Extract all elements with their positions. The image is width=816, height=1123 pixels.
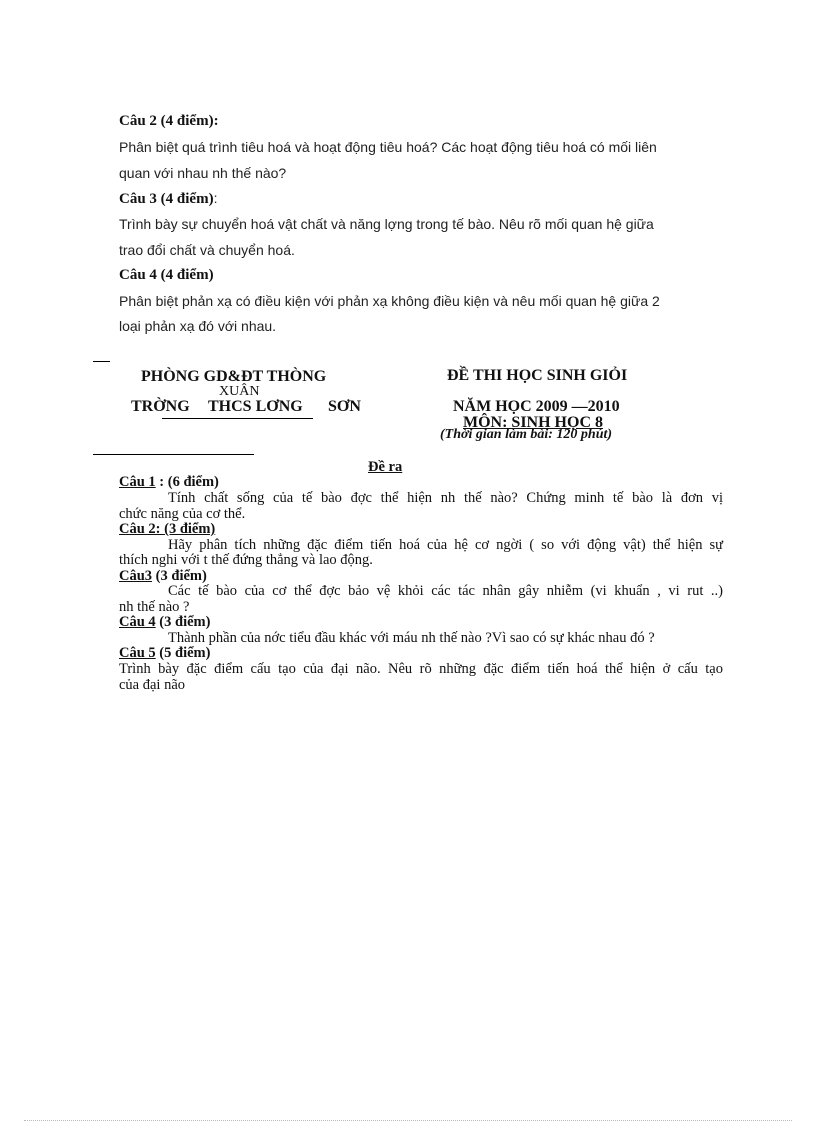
header-left-underline [162,418,313,419]
exam-q1-heading [119,474,219,491]
part1-q3-colon: : [213,190,218,206]
part1-q4-line1: Phân biệt phản xạ có điều kiện với phản xạ không điều kiện và nêu mối quan hệ giữa 2 [119,293,660,309]
part1-q4-line2: loại phản xạ đó với nhau. [119,318,277,334]
page-bottom-border [24,1120,792,1121]
exam-q2-label: Câu 2: (3 điểm) [119,521,216,537]
header-school-year: NĂM HỌC 2009 —2010 [453,398,620,415]
part1-q2-line2: quan với nhau nh thế nào? [119,165,287,181]
part1-q2-line1: Phân biệt quá trình tiêu hoá và hoạt động tiêu hoá? Các hoạt động tiêu hoá có mối liên [119,139,657,155]
exam-q5-label: Câu 5 [119,645,156,661]
part1-q3-title: Câu 3 (4 điểm) [119,191,214,207]
exam-q5-points: (5 điểm) [155,645,211,661]
exam-q4-points: (3 điểm) [155,614,211,630]
header-school-c: SƠN [328,398,361,415]
exam-q4-label: Câu 4 [119,614,156,630]
exam-q2-line1: Hãy phân tích những đặc điểm tiến hoá của hệ cơ ngời ( so với động vật) thể hiện sự [168,537,723,553]
exam-q3-line1: Các tế bào của cơ thể đợc bảo vệ khỏi các tác nhân gây nhiễm (vi khuẩn , vi rut ..) [168,583,723,599]
header-school-a: TRỜNG [131,398,190,415]
part1-q2-title: Câu 2 (4 điểm): [119,113,219,129]
header-exam-title: ĐỀ THI HỌC SINH GIỎI [447,367,628,384]
exam-q5-heading [119,645,210,662]
header-department-line2: XUÂN [219,384,260,399]
exam-q1-line1: Tính chất sống của tế bào đợc thể hiện nh thế nào? Chứng minh tế bào là đơn vị [168,490,723,506]
long-separator [93,454,254,455]
exam-q1-label: Câu 1 [119,474,156,490]
exam-q3-label: Câu3 [119,568,153,584]
header-time: (Thời gian làm bài: 120 phút) [440,427,613,442]
exam-q2-line2: thích nghi với t thế đứng thẳng và lao động. [119,552,373,568]
part1-q3-line2: trao đổi chất và chuyển hoá. [119,242,295,258]
part1-q3-heading [119,190,217,208]
exam-q1-line2: chức năng của cơ thể. [119,506,246,522]
header-school-b: THCS LƠNG [208,398,303,415]
header-subject: MÔN: SINH HỌC 8 [463,414,603,431]
exam-q5-line1: Trình bày đặc điểm cấu tạo của đại não. Nêu rõ những đặc điểm tiến hoá thể hiện ở cấu tạo [119,661,723,677]
header-department: PHÒNG GD&ĐT THÒNG [141,368,327,385]
exam-q3-points: (3 điểm) [152,568,207,584]
short-separator [93,361,110,362]
part1-q4-title: Câu 4 (4 điểm) [119,267,214,283]
exam-q3-line2: nh thế nào ? [119,599,190,615]
exam-title: Đề ra [368,459,403,475]
part1-q3-line1: Trình bày sự chuyển hoá vật chất và năng lợng trong tế bào. Nêu rõ mối quan hệ giữa [119,216,654,232]
exam-q5-line2: của đại não [119,677,186,693]
exam-q1-points: : (6 điểm) [155,474,219,490]
exam-q4-heading [119,614,210,631]
exam-q4-line1: Thành phần của nớc tiểu đầu khác với máu nh thế nào ?Vì sao có sự khác nhau đó ? [168,630,655,646]
